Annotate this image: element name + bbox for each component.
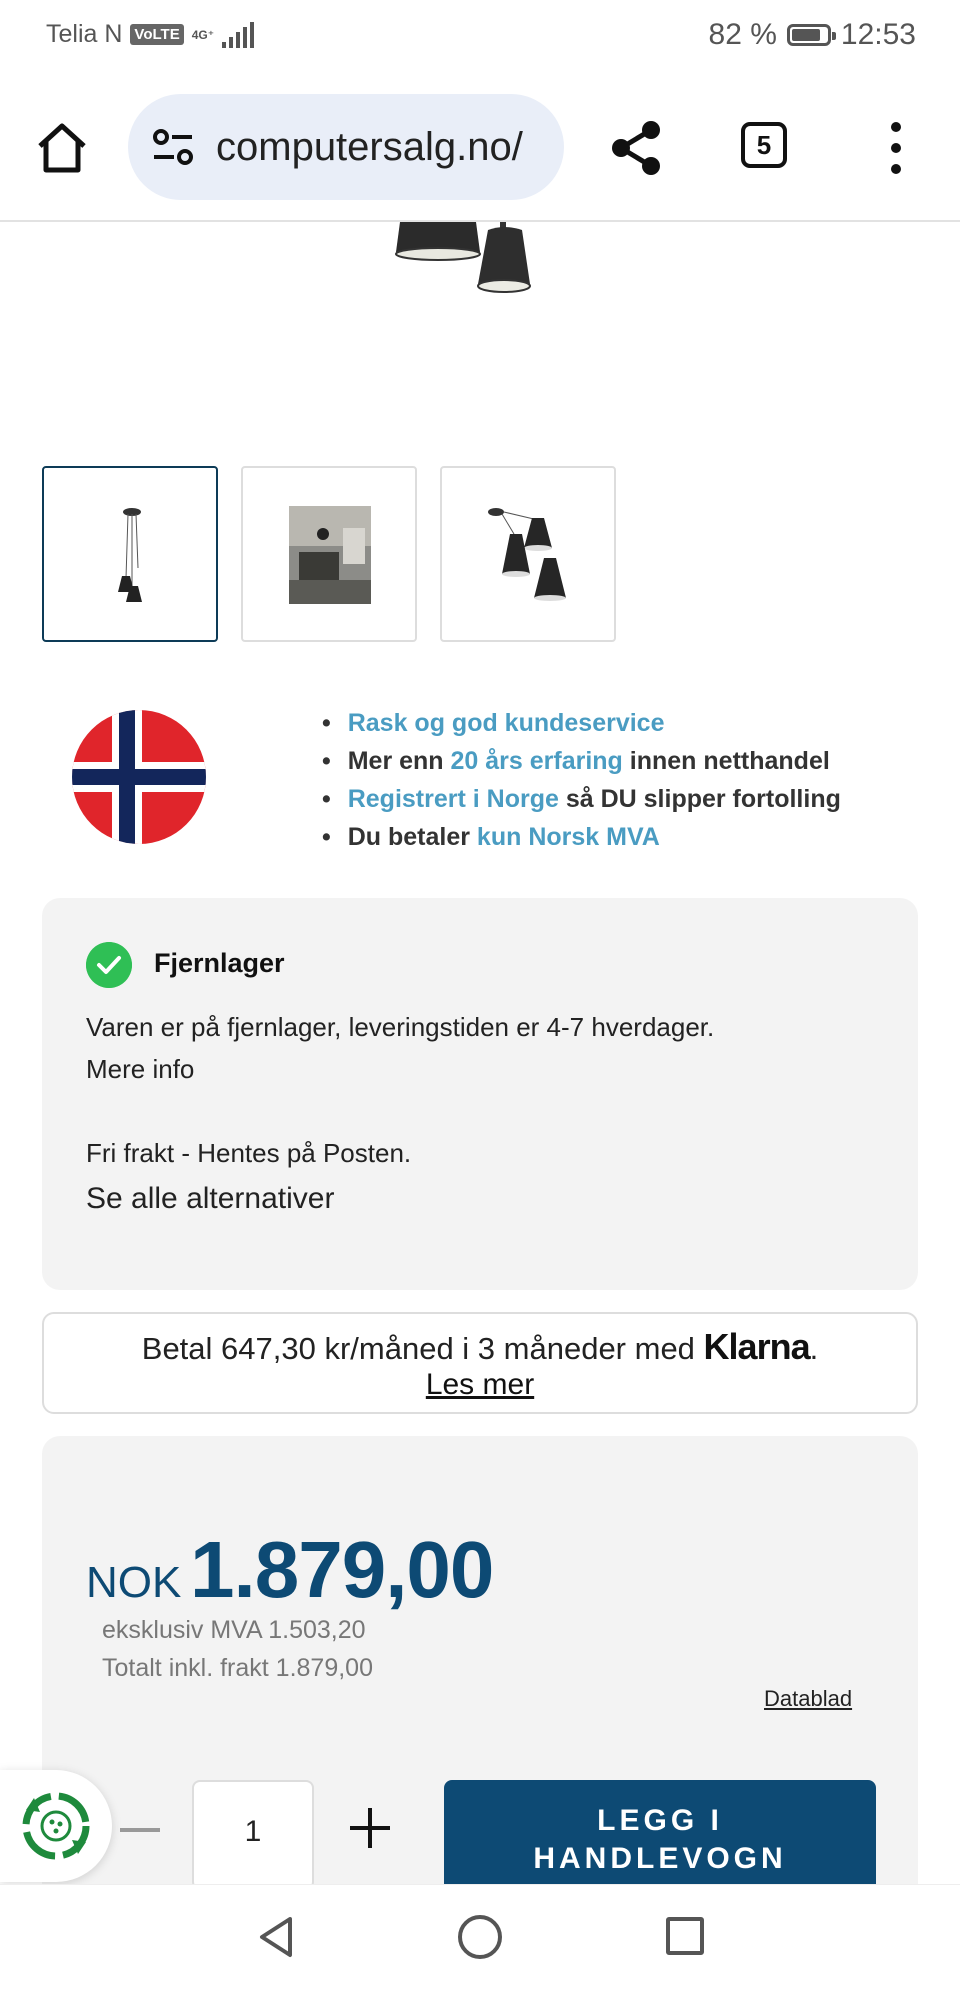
status-left: [46, 20, 254, 49]
back-icon[interactable]: [254, 1915, 298, 1959]
more-menu-icon[interactable]: [880, 122, 912, 174]
add-to-cart-button[interactable]: [444, 1780, 876, 1886]
stock-title: Fjernlager: [154, 948, 285, 978]
price-box: [42, 1436, 918, 1886]
address-bar[interactable]: [128, 94, 564, 200]
share-icon[interactable]: [606, 118, 666, 178]
shipping-text: Fri frakt - Hentes på Posten.: [86, 1138, 412, 1168]
norway-flag-icon: [72, 710, 206, 844]
usp-link[interactable]: Registrert i Norge: [347, 785, 559, 813]
thumbnail-image-1: [44, 468, 216, 640]
site-settings-icon[interactable]: [150, 124, 196, 170]
url-text: computersalg.no/: [216, 124, 523, 169]
klarna-text: [44, 1326, 916, 1368]
price-amount: 1.879,00: [190, 1525, 494, 1614]
usp-item: [322, 704, 841, 742]
usp-item: [322, 818, 841, 856]
stock-message: Varen er på fjernlager, leveringstiden er 4-7 hverdager.: [86, 1012, 715, 1042]
quantity-input[interactable]: 1: [192, 1780, 314, 1886]
in-stock-check-icon: [86, 942, 132, 988]
clock: 12:53: [840, 18, 916, 51]
recent-apps-icon[interactable]: [666, 1917, 704, 1955]
thumbnail-1[interactable]: [42, 466, 218, 642]
product-image: [380, 222, 580, 332]
home-icon[interactable]: [34, 120, 90, 176]
quantity-decrease-button[interactable]: [120, 1828, 160, 1832]
carrier-name: Telia N: [46, 20, 123, 48]
see-all-alternatives-link[interactable]: Se alle alternativer: [86, 1182, 335, 1215]
price-ex-vat: eksklusiv MVA 1.503,20: [102, 1616, 366, 1644]
usp-text: så DU slipper fortolling: [558, 785, 841, 813]
battery-percent: 82 %: [708, 18, 777, 51]
add-to-cart-label-1: LEGG I: [597, 1804, 723, 1837]
thumbnail-image-2: [243, 468, 415, 640]
price-total: Totalt inkl. frakt 1.879,00: [102, 1654, 373, 1682]
status-right: [709, 18, 916, 52]
thumbnail-image-3: [442, 468, 614, 640]
usp-text: innen netthandel: [622, 747, 830, 775]
more-info-link[interactable]: Mere info: [86, 1054, 195, 1084]
usp-item: [322, 780, 841, 818]
klarna-read-more-link[interactable]: Les mer: [425, 1368, 535, 1401]
datasheet-link[interactable]: Datablad: [764, 1686, 853, 1711]
klarna-banner: [42, 1312, 918, 1414]
klarna-offer: Betal 647,30 kr/måned i 3 måneder med: [141, 1331, 704, 1366]
usp-link[interactable]: 20 års erfaring: [450, 747, 623, 775]
tabs-count-button[interactable]: 5: [741, 122, 787, 168]
usp-link[interactable]: Rask og god kundeservice: [347, 709, 665, 737]
battery-icon: [787, 24, 831, 46]
eco-recycle-icon[interactable]: [0, 1770, 112, 1882]
price-currency: NOK: [86, 1558, 182, 1607]
browser-toolbar: [0, 72, 960, 222]
signal-icon: [222, 22, 254, 48]
status-bar: [0, 0, 960, 72]
usp-item: [322, 742, 841, 780]
add-to-cart-label-2: HANDLEVOGN: [533, 1842, 787, 1875]
usp-text: Du betaler: [347, 823, 477, 851]
volte-badge: VoLTE: [130, 24, 183, 45]
network-type: 4G⁺: [191, 27, 215, 42]
quantity-increase-button[interactable]: [350, 1808, 390, 1848]
thumbnail-3[interactable]: [440, 466, 616, 642]
usp-link[interactable]: kun Norsk MVA: [476, 823, 660, 851]
home-nav-icon[interactable]: [458, 1915, 502, 1959]
klarna-period: .: [809, 1331, 819, 1366]
klarna-logo: Klarna: [703, 1326, 810, 1367]
usp-text: Mer enn: [347, 747, 451, 775]
stock-info-box: [42, 898, 918, 1290]
usp-list: [322, 704, 841, 856]
thumbnail-2[interactable]: [241, 466, 417, 642]
system-nav-bar: [0, 1884, 960, 1992]
